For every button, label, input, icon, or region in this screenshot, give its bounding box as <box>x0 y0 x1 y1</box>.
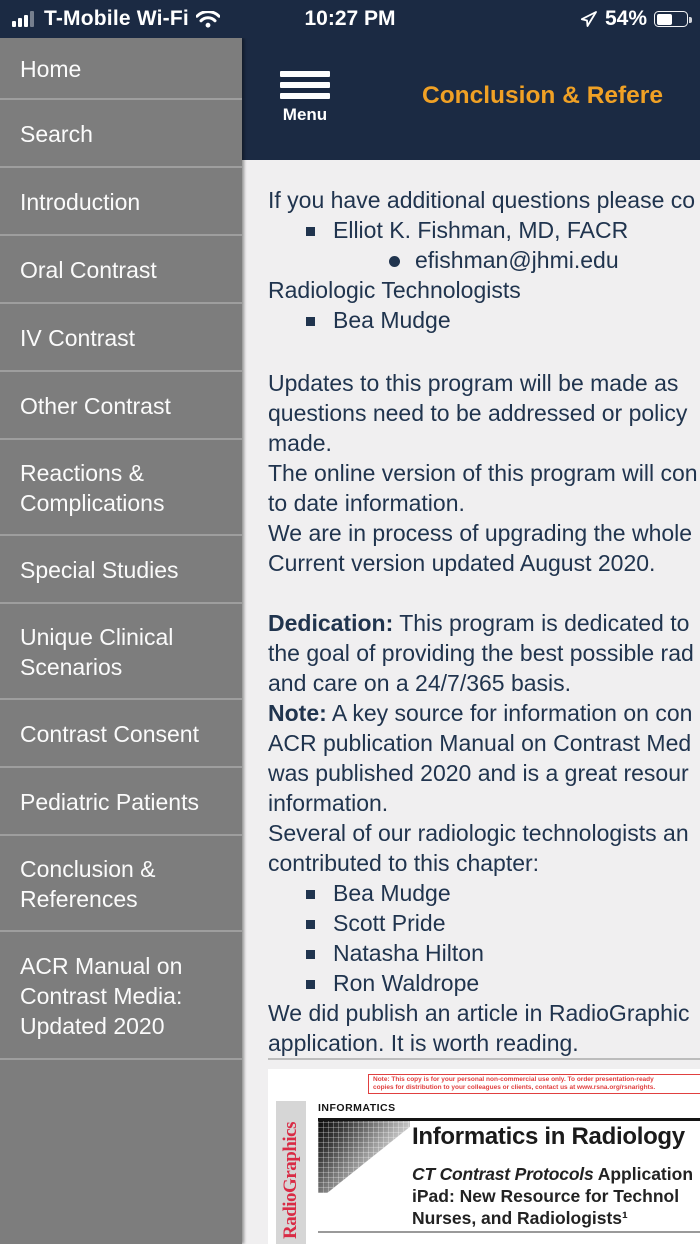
journal-section-label: INFORMATICS <box>318 1102 396 1114</box>
content-line: Updates to this program will be made as <box>268 370 679 396</box>
location-arrow-icon <box>580 10 598 28</box>
battery-percent-label: 54% <box>604 7 647 30</box>
content-line: the goal of providing the best possible rad <box>268 640 694 666</box>
list-item <box>268 878 700 908</box>
battery-icon <box>654 11 688 27</box>
content-line: We are in process of upgrading the whole <box>268 520 693 546</box>
sidebar-item-other-contrast[interactable]: Other Contrast <box>0 372 242 440</box>
sidebar-item-iv-contrast[interactable]: IV Contrast <box>0 304 242 372</box>
list-item-text: Scott Pride <box>333 910 446 936</box>
content-line: was published 2020 and is a great resour <box>268 760 689 786</box>
bold-lead-in: Dedication: <box>268 610 394 636</box>
sidebar-item-acr-manual[interactable]: ACR Manual on Contrast Media: Updated 2020 <box>0 932 242 1060</box>
sidebar-item-conclusion-references[interactable]: Conclusion & References <box>0 836 242 932</box>
bullet-square-icon <box>306 317 315 326</box>
hamburger-menu-icon <box>279 71 331 99</box>
page-content <box>245 160 700 1244</box>
sidebar-item-oral-contrast[interactable]: Oral Contrast <box>0 236 242 304</box>
sidebar-item-introduction[interactable]: Introduction <box>0 168 242 236</box>
list-item <box>268 938 700 968</box>
bullet-square-icon <box>306 890 315 899</box>
copyright-note-line: Note: This copy is for your personal non-commercial use only. To order presentation-ready <box>373 1076 654 1083</box>
bold-lead-in: Note: <box>268 700 327 726</box>
carrier-label: T-Mobile Wi-Fi <box>44 7 189 30</box>
content-line: Several of our radiologic technologists an <box>268 820 689 846</box>
content-line: Dedication: This program is dedicated to <box>268 610 690 636</box>
radiographics-article-image <box>268 1069 700 1244</box>
bullet-square-icon <box>306 227 315 236</box>
status-bar <box>0 0 700 38</box>
content-line: made. <box>268 430 332 456</box>
list-item <box>268 968 700 998</box>
bullet-square-icon <box>306 980 315 989</box>
page-title: Conclusion & Refere <box>422 82 663 109</box>
list-item <box>268 908 700 938</box>
menu-button-label: Menu <box>282 104 328 124</box>
content-line: The online version of this program will con <box>268 460 698 486</box>
list-item-text: Bea Mudge <box>333 307 451 333</box>
bullet-square-icon <box>306 920 315 929</box>
list-item <box>268 305 700 335</box>
sidebar-item-contrast-consent[interactable]: Contrast Consent <box>0 700 242 768</box>
content-line: Radiologic Technologists <box>268 277 521 303</box>
content-line: and care on a 24/7/365 basis. <box>268 670 572 696</box>
list-item-text: Natasha Hilton <box>333 940 484 966</box>
clock: 10:27 PM <box>304 7 396 30</box>
radiographics-logo: RadioGraphics <box>276 1101 306 1244</box>
copyright-note-box <box>368 1074 700 1094</box>
content-line: ACR publication Manual on Contrast Med <box>268 730 692 756</box>
journal-rule <box>318 1118 700 1121</box>
content-line: application. It is worth reading. <box>268 1030 579 1056</box>
list-item-text: efishman@jhmi.edu <box>415 247 619 273</box>
content-line: information. <box>268 790 389 816</box>
content-line: contributed to this chapter: <box>268 850 540 876</box>
journal-article-heading: Informatics in Radiology <box>412 1123 685 1150</box>
copyright-note-line: copies for distribution to your colleagues or clients, contact us at www.rsna.org/rsnarights. <box>373 1084 656 1091</box>
sidebar-item-home[interactable]: Home <box>0 38 242 100</box>
bullet-square-icon <box>306 950 315 959</box>
list-item-text: Ron Waldrope <box>333 970 480 996</box>
content-line: Current version updated August 2020. <box>268 550 656 576</box>
content-line: We did publish an article in RadioGraphic <box>268 1000 690 1026</box>
sidebar-item-search[interactable]: Search <box>0 100 242 168</box>
sidebar-item-special-studies[interactable]: Special Studies <box>0 536 242 604</box>
content-line: to date information. <box>268 490 465 516</box>
signal-bars-icon <box>12 11 37 27</box>
sidebar-item-pediatric-patients[interactable]: Pediatric Patients <box>0 768 242 836</box>
list-item <box>268 245 700 275</box>
content-divider <box>268 1058 700 1060</box>
content-line: If you have additional questions please co <box>268 187 696 213</box>
list-item-text: Bea Mudge <box>333 880 451 906</box>
list-item-text: Elliot K. Fishman, MD, FACR <box>333 217 629 243</box>
navigation-drawer <box>0 38 242 1244</box>
list-item <box>268 215 700 245</box>
sidebar-item-unique-clinical-scenarios[interactable]: Unique Clinical Scenarios <box>0 604 242 700</box>
pixel-gradient-graphic <box>318 1121 410 1193</box>
journal-article-subtitle: CT Contrast Protocols Application iPad: New Resource for Technol Nurses, and Radiologists¹ <box>412 1164 694 1228</box>
content-line: questions need to be addressed or policy <box>268 400 688 426</box>
bullet-round-icon <box>389 256 400 267</box>
content-line: Note: A key source for information on con <box>268 700 693 726</box>
journal-bottom-rule <box>318 1231 700 1233</box>
wifi-icon <box>196 11 220 28</box>
sidebar-item-reactions-complications[interactable]: Reactions & Complications <box>0 440 242 536</box>
menu-button[interactable] <box>279 71 331 125</box>
